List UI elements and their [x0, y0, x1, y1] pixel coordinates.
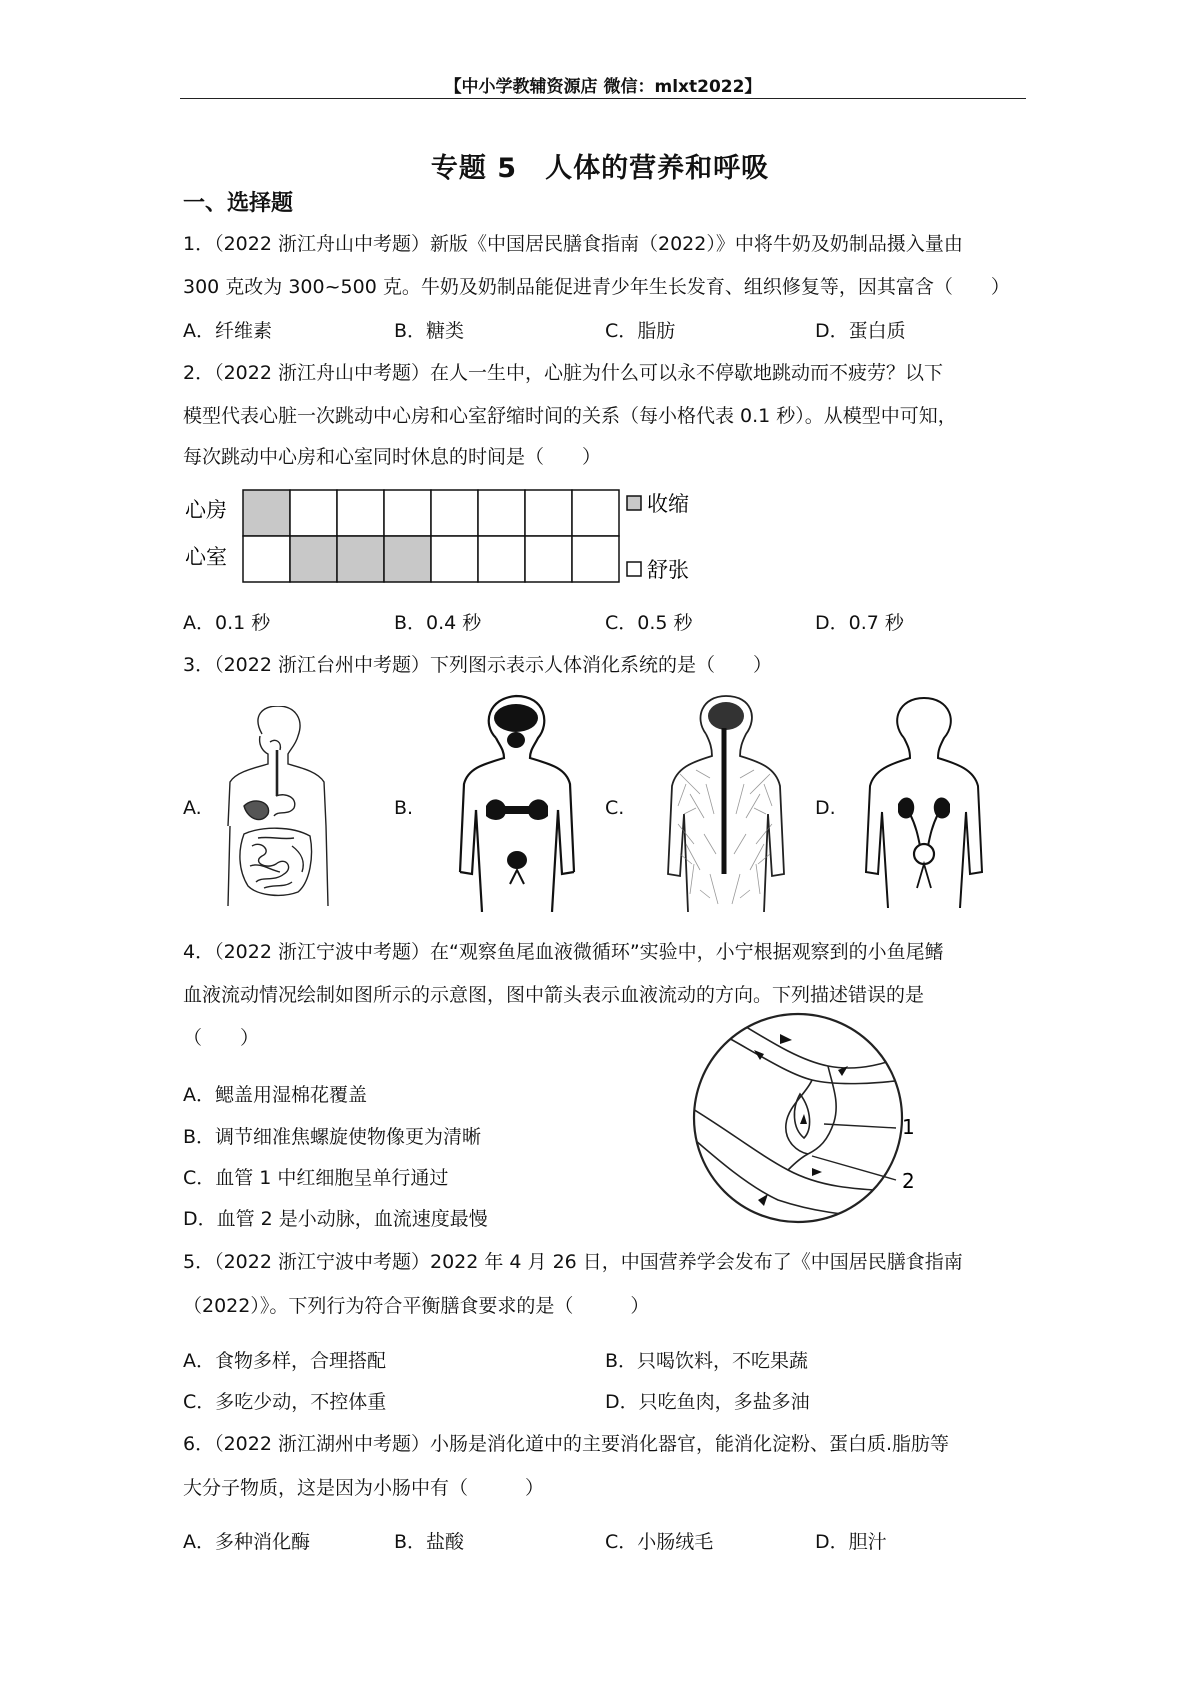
q1-line-2: 300 克改为 300~500 克。牛奶及奶制品能促进青少年生长发育、组织修复等，因其富含（ ） [183, 276, 1010, 298]
figure-nervous-system [660, 694, 792, 912]
figure-urinary-system [860, 696, 988, 908]
q5-option-b[interactable]: B．只喝饮料，不吃果蔬 [605, 1350, 809, 1372]
q3-line-1: 3．（2022 浙江台州中考题）下列图示表示人体消化系统的是（ ） [183, 654, 772, 676]
atrium-cell [478, 490, 525, 536]
label-vessel-2: 2 [902, 1169, 915, 1193]
atrium-cell [525, 490, 572, 536]
q6-line-2: 大分子物质，这是因为小肠中有（ ） [183, 1477, 545, 1499]
ventricle-cell [478, 536, 525, 582]
q4-option-b[interactable]: B．调节细准焦螺旋使物像更为清晰 [183, 1126, 482, 1148]
q1-line-1: 1．（2022 浙江舟山中考题）新版《中国居民膳食指南（2022）》中将牛奶及奶制品摄入量由 [183, 233, 963, 255]
legend-contract: 收缩 [647, 492, 689, 516]
q4-option-c[interactable]: C．血管 1 中红细胞呈单行通过 [183, 1167, 449, 1189]
q4-option-a[interactable]: A．鳃盖用湿棉花覆盖 [183, 1084, 367, 1106]
ventricle-cell [525, 536, 572, 582]
q6-line-1: 6．（2022 浙江湖州中考题）小肠是消化道中的主要消化器官，能消化淀粉、蛋白质.脂肪等 [183, 1433, 950, 1455]
ventricle-cell [572, 536, 619, 582]
legend-empty-swatch [627, 562, 641, 576]
q5-option-c[interactable]: C．多吃少动，不控体重 [183, 1391, 387, 1413]
atrium-cell [243, 490, 290, 536]
atrium-cell [290, 490, 337, 536]
q6-option-a[interactable]: A．多种消化酶 [183, 1531, 310, 1553]
atrium-cell [337, 490, 384, 536]
atrium-cell [384, 490, 431, 536]
q6-option-c[interactable]: C．小肠绒毛 [605, 1531, 714, 1553]
heart-cycle-model [185, 486, 715, 586]
legend-shaded-swatch [627, 496, 641, 510]
model-grid [243, 490, 619, 582]
q4-option-d[interactable]: D．血管 2 是小动脉，血流速度最慢 [183, 1208, 488, 1230]
q1-option-a[interactable]: A．纤维素 [183, 320, 272, 342]
ventricle-cell [243, 536, 290, 582]
q3-option-a[interactable]: A. [183, 797, 202, 819]
ventricle-cell [384, 536, 431, 582]
q5-option-d[interactable]: D．只吃鱼肉，多盐多油 [605, 1391, 810, 1413]
page-header: 【中小学教辅资源店 微信：mlxt2022】 [444, 77, 762, 97]
label-vessel-1: 1 [902, 1115, 915, 1139]
q2-option-b[interactable]: B．0.4 秒 [394, 612, 482, 634]
q3-option-b[interactable]: B. [394, 797, 414, 819]
q5-line-1: 5．（2022 浙江宁波中考题）2022 年 4 月 26 日，中国营养学会发布了《中国居民膳食指南 [183, 1251, 963, 1273]
q5-option-a[interactable]: A．食物多样，合理搭配 [183, 1350, 386, 1372]
q4-line-3: （ ） [183, 1027, 260, 1049]
q2-option-a[interactable]: A．0.1 秒 [183, 612, 271, 634]
atrium-cell [572, 490, 619, 536]
ventricle-cell [431, 536, 478, 582]
q2-option-c[interactable]: C．0.5 秒 [605, 612, 693, 634]
q3-option-c[interactable]: C. [605, 797, 625, 819]
q6-option-d[interactable]: D．胆汁 [815, 1531, 887, 1553]
atrium-cell [431, 490, 478, 536]
q1-option-b[interactable]: B．糖类 [394, 320, 465, 342]
figure-endocrine-system [452, 694, 582, 912]
q1-option-c[interactable]: C．脂肪 [605, 320, 676, 342]
ventricle-cell [290, 536, 337, 582]
q2-line-1: 2．（2022 浙江舟山中考题）在人一生中，心脏为什么可以永不停歇地跳动而不疲劳？以下 [183, 362, 943, 384]
q5-line-2: （2022）》。下列行为符合平衡膳食要求的是（ ） [183, 1295, 650, 1317]
row-label-ventricle: 心室 [185, 545, 227, 569]
row-label-atrium: 心房 [185, 498, 227, 522]
q6-option-b[interactable]: B．盐酸 [394, 1531, 465, 1553]
page-title: 专题 5 人体的营养和呼吸 [430, 153, 770, 184]
legend-relax: 舒张 [647, 558, 689, 582]
q2-option-d[interactable]: D．0.7 秒 [815, 612, 904, 634]
q4-line-2: 血液流动情况绘制如图所示的示意图，图中箭头表示血液流动的方向。下列描述错误的是 [183, 984, 925, 1006]
header-rule [180, 98, 1026, 99]
fish-tail-microcirculation-figure [688, 1010, 956, 1228]
q1-option-d[interactable]: D．蛋白质 [815, 320, 906, 342]
section-heading: 一、选择题 [183, 191, 294, 216]
q2-line-3: 每次跳动中心房和心室同时休息的时间是（ ） [183, 446, 602, 468]
ventricle-cell [337, 536, 384, 582]
q4-line-1: 4．（2022 浙江宁波中考题）在“观察鱼尾血液微循环”实验中，小宁根据观察到的小鱼尾鳍 [183, 941, 944, 963]
figure-digestive-system [222, 706, 334, 906]
q3-option-d[interactable]: D. [815, 797, 836, 819]
q2-line-2: 模型代表心脏一次跳动中心房和心室舒缩时间的关系（每小格代表 0.1 秒）。从模型中可知， [183, 405, 957, 427]
